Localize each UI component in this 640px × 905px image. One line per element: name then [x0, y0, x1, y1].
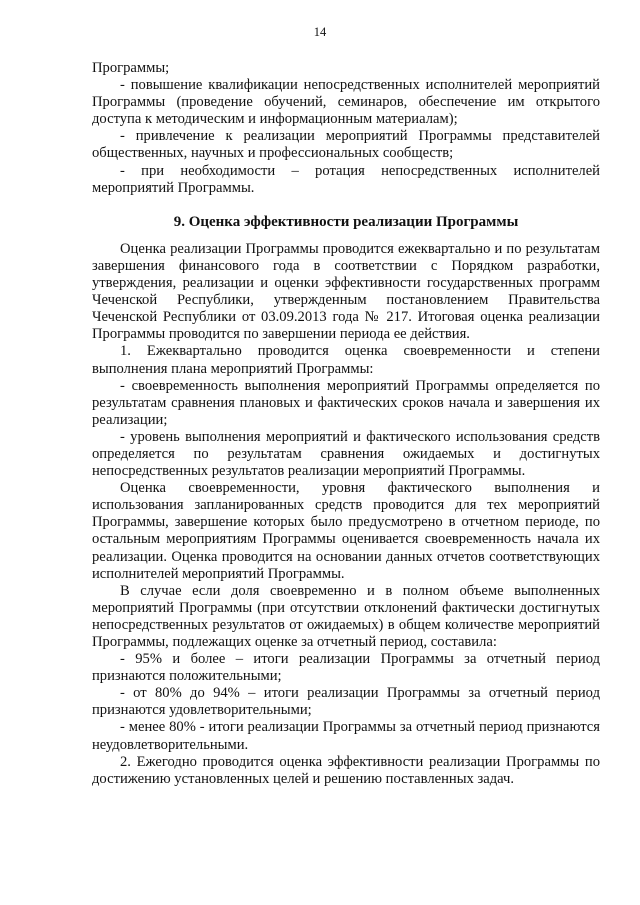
page-number: 14: [313, 25, 327, 39]
page-content: [92, 60, 600, 788]
list-item: - 95% и более – итоги реализации Программы за отчетный период признаются положительными;: [92, 651, 600, 685]
list-item: - от 80% до 94% – итоги реализации Программы за отчетный период признаются удовлетворительными;: [92, 685, 600, 719]
paragraph: В случае если доля своевременно и в полном объеме выполненных мероприятий Программы (при отсутствии отклонений фактически достигнутых непосредственных результатов от ожидаемых) в общем количестве мероприятий Программы, подлежащих оценке за отчетный период, составила:: [92, 582, 600, 650]
paragraph: Оценка своевременности, уровня фактического выполнения и использования запланированных средств проводится для тех мероприятий Программы, завершение которых было предусмотрено в отчетном периоде, по остальным мероприятиям Программы оценивается своевременность начала их реализации. Оценка проводится на основании данных отчетов соответствующих исполнителей мероприятий Программы.: [92, 480, 600, 582]
paragraph: 2. Ежегодно проводится оценка эффективности реализации Программы по достижению установленных целей и решению поставленных задач.: [92, 753, 600, 787]
section-heading: 9. Оценка эффективности реализации Программы: [173, 213, 519, 230]
list-item: - при необходимости – ротация непосредственных исполнителей мероприятий Программы.: [92, 162, 600, 196]
list-item: - повышение квалификации непосредственных исполнителей мероприятий Программы (проведение обучений, семинаров, обеспечение им открытого доступа к методическим и информационным материалам);: [92, 77, 600, 128]
list-item: - привлечение к реализации мероприятий Программы представителей общественных, научных и профессиональных сообществ;: [92, 128, 600, 162]
paragraph: 1. Ежеквартально проводится оценка своевременности и степени выполнения плана мероприятий Программы:: [92, 343, 600, 377]
paragraph: Программы;: [92, 60, 170, 76]
list-item: - своевременность выполнения мероприятий Программы определяется по результатам сравнения плановых и фактических сроков начала и завершения их реализации;: [92, 377, 600, 428]
list-item: - менее 80% - итоги реализации Программы за отчетный период признаются неудовлетворительными.: [92, 719, 600, 753]
list-item: - уровень выполнения мероприятий и фактического использования средств определяется по результатам сравнения ожидаемых и достигнутых непосредственных результатов реализации мероприятий Программы.: [92, 428, 600, 480]
paragraph: Оценка реализации Программы проводится ежеквартально и по результатам завершения финансового года в соответствии с Порядком разработки, утверждения, реализации и оценки эффективности государственных программ Чеченской Республики, утвержденным постановлением Правительства Чеченской Республики от 03.09.2013 года № 217. Итоговая оценка реализации Программы проводится по завершении периода ее действия.: [92, 240, 600, 343]
